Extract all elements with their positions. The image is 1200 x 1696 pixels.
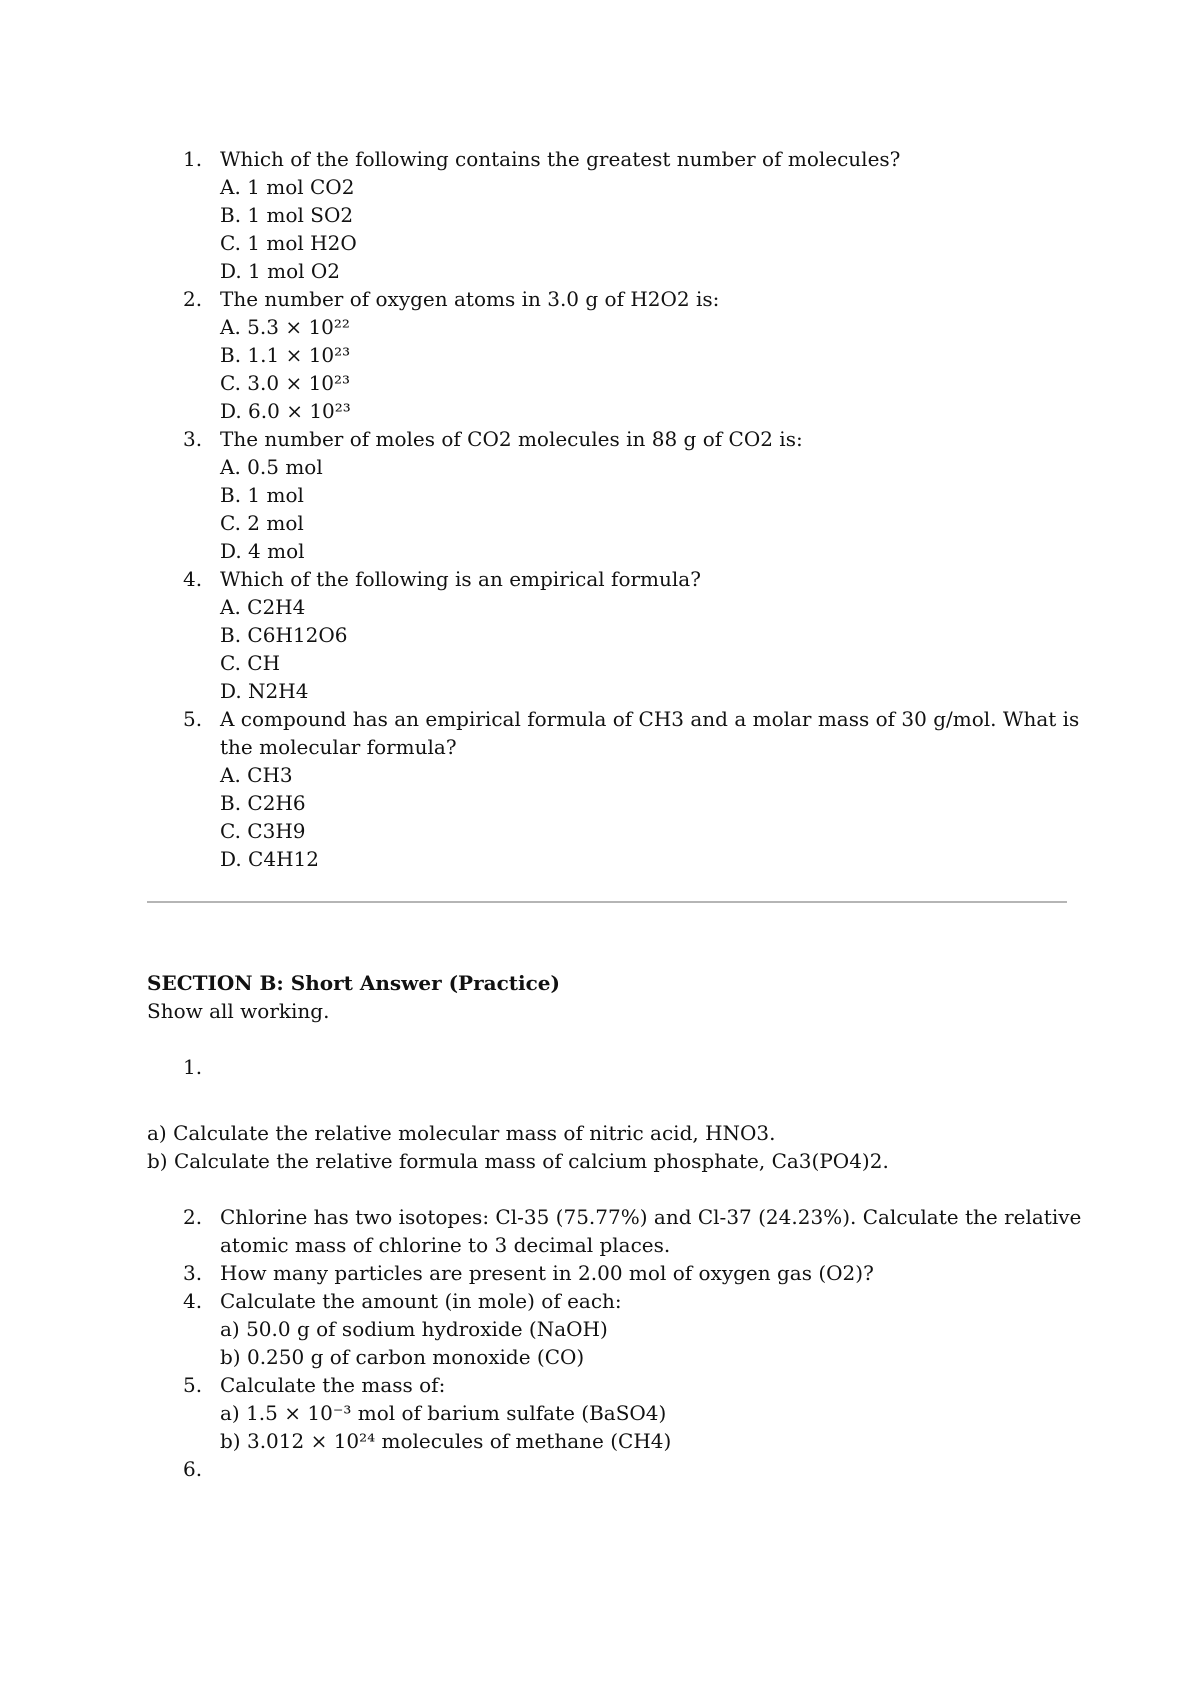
option-d: D. 6.0 × 10²³ — [220, 399, 351, 423]
option-b: B. C2H6 — [220, 791, 306, 815]
question-text: The number of moles of CO2 molecules in 88 g of CO2 is: — [220, 427, 803, 451]
question-2 — [147, 285, 1067, 313]
question-5 — [147, 705, 1080, 733]
question-part-a: a) 50.0 g of sodium hydroxide (NaOH) — [220, 1317, 608, 1341]
option-b: B. 1 mol SO2 — [220, 203, 354, 227]
short-question-1-part-b: b) Calculate the relative formula mass of calcium phosphate, Ca3(PO4)2. — [147, 1149, 889, 1173]
option-c: C. C3H9 — [220, 819, 306, 843]
question-4 — [147, 565, 1067, 593]
question-number: 6. — [183, 1457, 203, 1481]
short-question-3 — [147, 1259, 1067, 1287]
document-page — [147, 145, 1082, 1483]
question-part-a: a) 1.5 × 10⁻³ mol of barium sulfate (BaSO4) — [220, 1401, 667, 1425]
question-text: Calculate the amount (in mole) of each: — [220, 1289, 622, 1313]
question-part-b: b) 0.250 g of carbon monoxide (CO) — [220, 1345, 585, 1369]
question-3 — [147, 425, 1067, 453]
option-b: B. C6H12O6 — [220, 623, 348, 647]
question-number: 2. — [183, 287, 203, 311]
option-a: A. 5.3 × 10²² — [220, 315, 350, 339]
question-part-b: b) 3.012 × 10²⁴ molecules of methane (CH4) — [220, 1429, 672, 1453]
question-text: Which of the following is an empirical formula? — [220, 567, 701, 591]
option-d: D. C4H12 — [220, 847, 319, 871]
short-question-2 — [147, 1203, 1082, 1231]
question-text-line-2: the molecular formula? — [220, 735, 457, 759]
question-number: 5. — [183, 1373, 203, 1397]
question-text: How many particles are present in 2.00 mol of oxygen gas (O2)? — [220, 1261, 874, 1285]
option-d: D. 4 mol — [220, 539, 305, 563]
question-number: 3. — [183, 1261, 203, 1285]
question-number: 4. — [183, 567, 203, 591]
option-c: C. 2 mol — [220, 511, 304, 535]
question-text: Which of the following contains the greatest number of molecules? — [220, 147, 901, 171]
option-b: B. 1 mol — [220, 483, 304, 507]
question-text-line-1: A compound has an empirical formula of CH3 and a molar mass of 30 g/mol. What is — [220, 707, 1080, 731]
option-c: C. 3.0 × 10²³ — [220, 371, 351, 395]
question-number: 1. — [183, 147, 203, 171]
section-b-instruction: Show all working. — [147, 999, 330, 1023]
section-divider — [147, 901, 1067, 903]
section-b-title: SECTION B: Short Answer (Practice) — [147, 971, 560, 995]
short-question-5 — [147, 1371, 1067, 1399]
question-number: 3. — [183, 427, 203, 451]
question-number: 5. — [183, 707, 203, 731]
question-text: The number of oxygen atoms in 3.0 g of H2O2 is: — [220, 287, 720, 311]
option-d: D. N2H4 — [220, 679, 309, 703]
option-b: B. 1.1 × 10²³ — [220, 343, 351, 367]
option-a: A. C2H4 — [220, 595, 306, 619]
option-c: C. 1 mol H2O — [220, 231, 357, 255]
option-a: A. CH3 — [220, 763, 293, 787]
question-number: 4. — [183, 1289, 203, 1313]
option-a: A. 1 mol CO2 — [220, 175, 355, 199]
question-text-line-2: atomic mass of chlorine to 3 decimal places. — [220, 1233, 671, 1257]
question-text-line-1: Chlorine has two isotopes: Cl-35 (75.77%) and Cl-37 (24.23%). Calculate the relative — [220, 1205, 1082, 1229]
question-1 — [147, 145, 1067, 173]
short-question-4 — [147, 1287, 1067, 1315]
option-c: C. CH — [220, 651, 281, 675]
question-number: 1. — [183, 1055, 203, 1079]
short-question-6 — [147, 1455, 1067, 1483]
short-question-1-part-a: a) Calculate the relative molecular mass of nitric acid, HNO3. — [147, 1121, 776, 1145]
option-d: D. 1 mol O2 — [220, 259, 340, 283]
option-a: A. 0.5 mol — [220, 455, 323, 479]
short-question-1 — [147, 1053, 1067, 1081]
question-number: 2. — [183, 1205, 203, 1229]
question-text: Calculate the mass of: — [220, 1373, 446, 1397]
